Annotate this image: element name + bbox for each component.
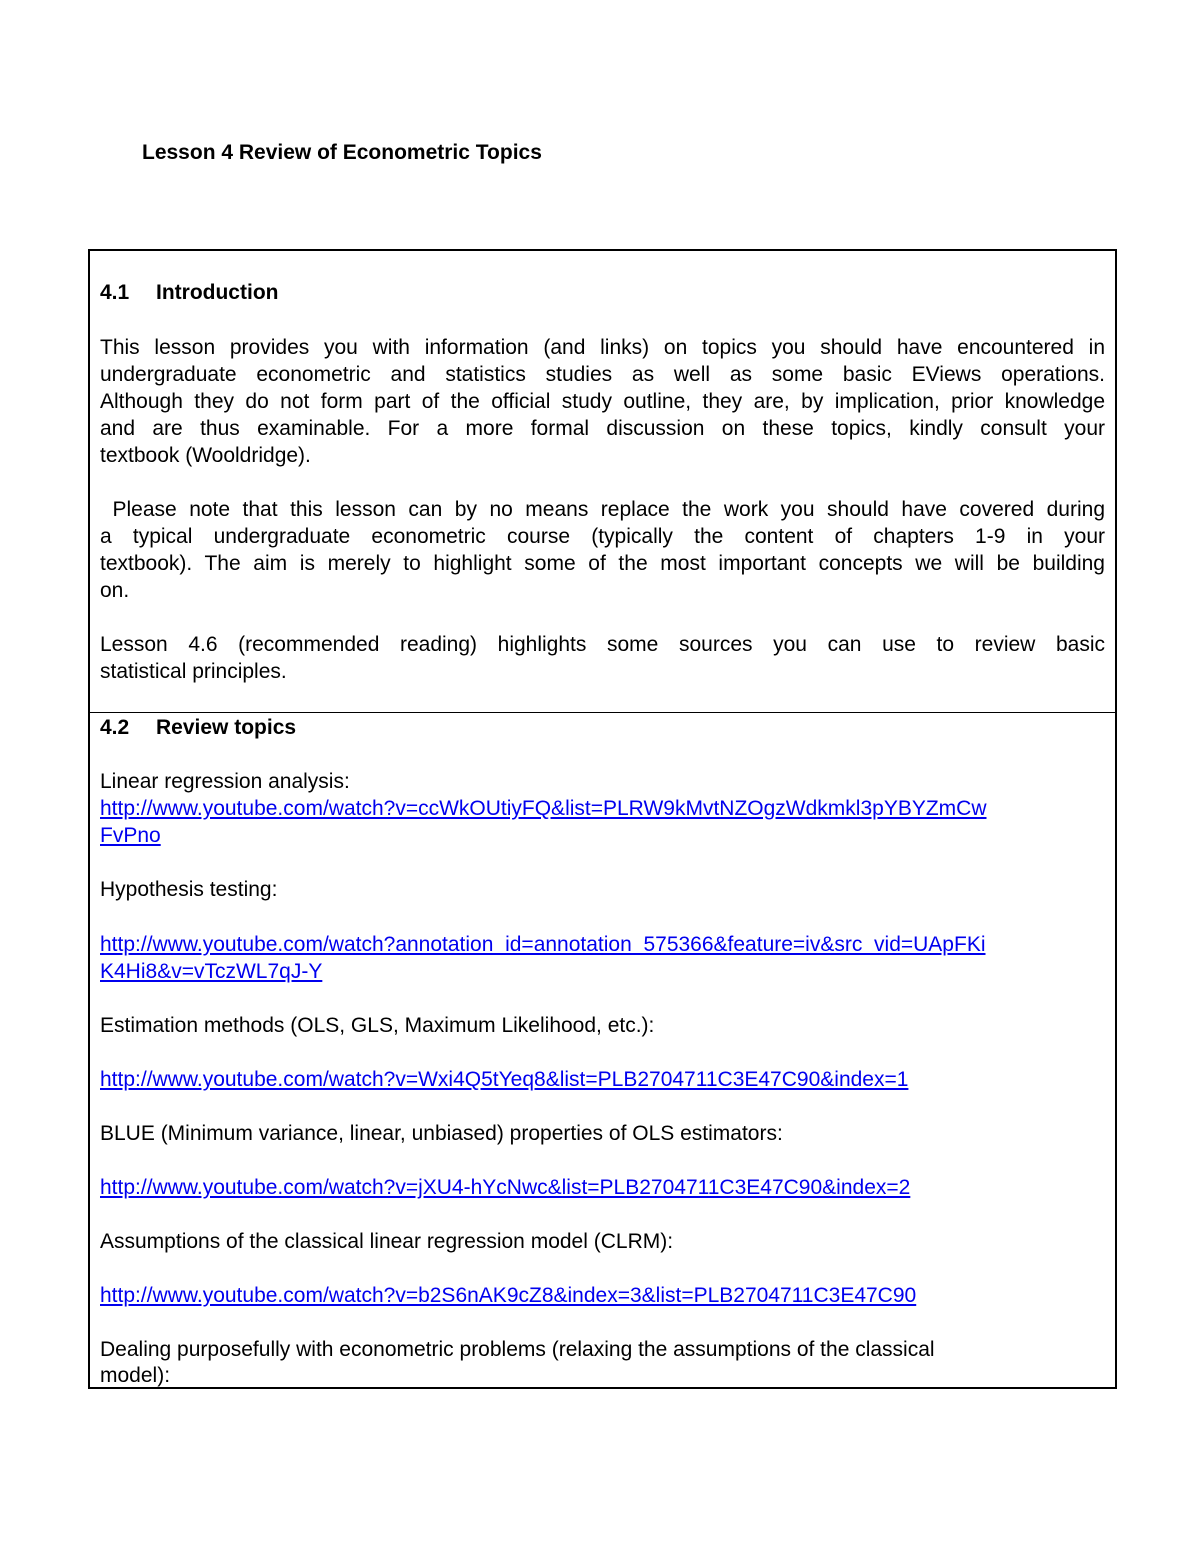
- topic-label: Hypothesis testing:: [100, 878, 278, 901]
- topic-label: Linear regression analysis:: [100, 770, 350, 793]
- topic-label: Estimation methods (OLS, GLS, Maximum Likelihood, etc.):: [100, 1014, 655, 1037]
- video-link[interactable]: http://www.youtube.com/watch?v=ccWkOUtiyFQ&list=PLRW9kMvtNZOgzWdkmkl3pYBYZmCw: [100, 797, 987, 820]
- video-link[interactable]: http://www.youtube.com/watch?v=Wxi4Q5tYeq8&list=PLB2704711C3E47C90&index=1: [100, 1068, 909, 1091]
- text-line: on.: [100, 579, 130, 602]
- topic-label: BLUE (Minimum variance, linear, unbiased) properties of OLS estimators:: [100, 1122, 783, 1145]
- text-line: and are thus examinable. For a more formal discussion on these topics, kindly consult your: [100, 417, 1105, 440]
- text-line: statistical principles.: [100, 660, 287, 683]
- video-link[interactable]: http://www.youtube.com/watch?v=b2S6nAK9cZ8&index=3&list=PLB2704711C3E47C90: [100, 1284, 917, 1307]
- text-line: Lesson 4.6 (recommended reading) highlights some sources you can use to review basic: [100, 633, 1105, 656]
- section-number: 4.2: [100, 716, 130, 739]
- section-divider: [90, 712, 1115, 713]
- text-line: Although they do not form part of the official study outline, they are, by implication, prior knowledge: [100, 390, 1105, 413]
- text-line: Please note that this lesson can by no means replace the work you should have covered during: [100, 498, 1105, 521]
- text-line: undergraduate econometric and statistics studies as well as some basic EViews operations.: [100, 363, 1105, 386]
- section-heading-introduction: [100, 279, 1105, 306]
- video-link[interactable]: http://www.youtube.com/watch?v=jXU4-hYcNwc&list=PLB2704711C3E47C90&index=2: [100, 1176, 911, 1199]
- lesson-content-table: [88, 249, 1117, 1389]
- text-line: textbook). The aim is merely to highlight some of the most important concepts we will be building: [100, 552, 1105, 575]
- text-line: model):: [100, 1364, 171, 1387]
- text-line: textbook (Wooldridge).: [100, 444, 311, 467]
- section-title: Introduction: [156, 281, 279, 304]
- text-line: This lesson provides you with information (and links) on topics you should have encountered in: [100, 336, 1105, 359]
- text-line: Dealing purposefully with econometric problems (relaxing the assumptions of the classical: [100, 1338, 935, 1361]
- section-heading-review-topics: [100, 714, 1105, 741]
- video-link-continuation[interactable]: K4Hi8&v=vTczWL7qJ-Y: [100, 960, 323, 983]
- section-title: Review topics: [156, 716, 297, 739]
- video-link[interactable]: http://www.youtube.com/watch?annotation_id=annotation_575366&feature=iv&src_vid=UApFKi: [100, 933, 986, 956]
- page-title: Lesson 4 Review of Econometric Topics: [142, 141, 542, 164]
- text-line: a typical undergraduate econometric course (typically the content of chapters 1-9 in your: [100, 525, 1105, 548]
- section-number: 4.1: [100, 281, 130, 304]
- topic-label: Assumptions of the classical linear regression model (CLRM):: [100, 1230, 674, 1253]
- video-link-continuation[interactable]: FvPno: [100, 824, 161, 847]
